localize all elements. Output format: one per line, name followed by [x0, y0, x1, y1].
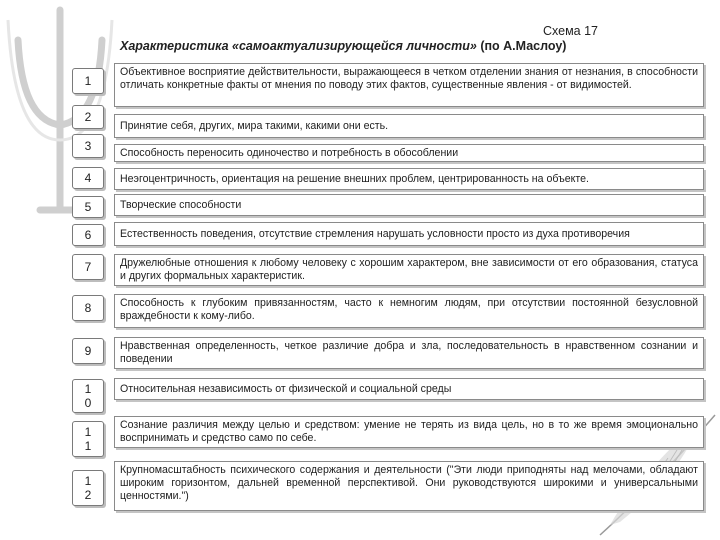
item-number: 1 2: [72, 470, 104, 506]
item-number: 3: [72, 134, 104, 158]
item-number: 5: [72, 196, 104, 218]
item-number: 8: [72, 295, 104, 321]
scheme-label: Схема 17: [542, 24, 598, 38]
item-text: Творческие способности: [114, 194, 704, 216]
item-number: 1: [72, 68, 104, 94]
item-text: Крупномасштабность психического содержания и деятельности ("Эти люди приподняты над мелочами, обладают широким горизонтом, дальней временной перспективой. Они руководствуются широкими и универсальными ценностями."): [114, 461, 704, 511]
title-main: Характеристика «самоактуализирующейся личности»: [120, 39, 477, 53]
item-text: Способность к глубоким привязанностям, часто к немногим людям, при отсутствии постоянной безусловной враждебности к кому-либо.: [114, 294, 704, 328]
item-text: Неэгоцентричность, ориентация на решение внешних проблем, центрированность на объекте.: [114, 168, 704, 190]
item-text: Сознание различия между целью и средством: умение не терять из вида цель, но в то же время эмоционально воспринимать и средство само по себе.: [114, 416, 704, 448]
item-number: 2: [72, 105, 104, 129]
item-text: Нравственная определенность, четкое различие добра и зла, последовательность в нравственном сознании и поведении: [114, 337, 704, 369]
item-text: Способность переносить одиночество и потребность в обособлении: [114, 144, 704, 162]
item-text: Относительная независимость от физической и социальной среды: [114, 378, 704, 400]
item-number: 9: [72, 338, 104, 364]
item-text: Дружелюбные отношения к любому человеку с хорошим характером, вне зависимости от его образования, статуса и других формальных характеристик.: [114, 254, 704, 286]
title-author: (по А.Маслоу): [480, 39, 567, 53]
item-number: 1 1: [72, 421, 104, 457]
item-text: Естественность поведения, отсутствие стремления нарушать условности просто из духа противоречия: [114, 222, 704, 246]
item-number: 1 0: [72, 379, 104, 413]
item-number: 4: [72, 167, 104, 189]
item-number: 7: [72, 254, 104, 280]
item-text: Принятие себя, других, мира такими, какими они есть.: [114, 114, 704, 138]
item-text: Объективное восприятие действительности, выражающееся в четком отделении знания от незнания, в способности отличать конкретные факты от мнения по поводу этих фактов, существенные явления - от видимостей.: [114, 63, 704, 107]
item-number: 6: [72, 224, 104, 246]
